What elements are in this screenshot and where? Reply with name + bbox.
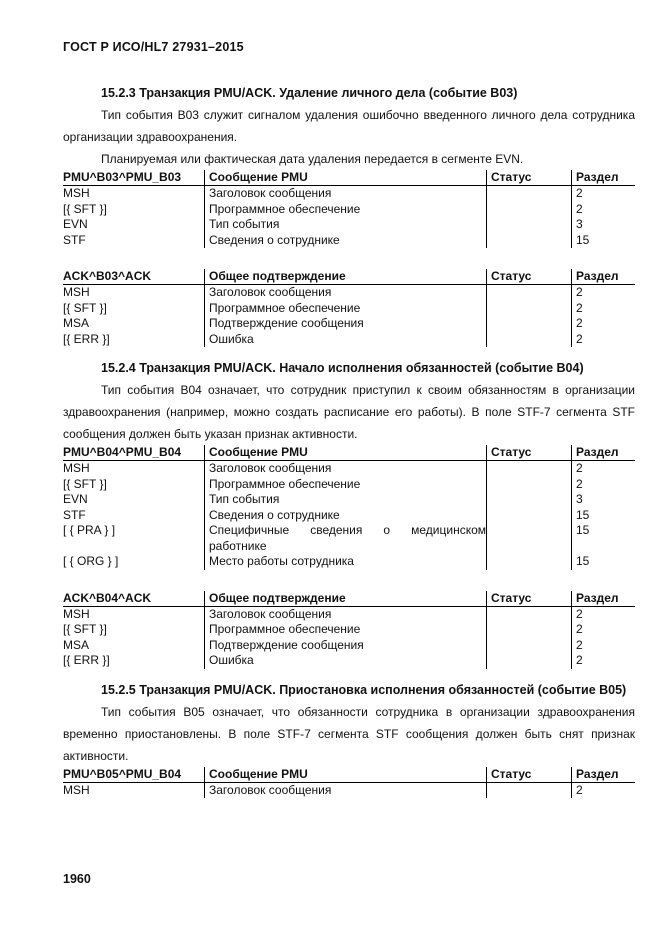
- section-cell: 2: [572, 332, 636, 348]
- segment-cell: EVN: [63, 492, 88, 506]
- table-header-row: [63, 767, 635, 783]
- segment-cell: [{ ERR }]: [63, 653, 110, 667]
- paragraph: Планируемая или фактическая дата удаления передается в сегменте EVN.: [101, 152, 524, 166]
- column-header-message-id: ACK^B03^ACK: [63, 269, 205, 285]
- column-header-section: Раздел: [572, 269, 636, 285]
- column-header-status: Статус: [487, 269, 572, 285]
- table-row: [63, 186, 635, 202]
- table-row: [63, 508, 635, 524]
- column-header-message: Сообщение PMU: [205, 445, 487, 461]
- table-row: [63, 233, 635, 249]
- status-cell: [487, 461, 572, 477]
- column-header-message: Общее подтверждение: [205, 591, 487, 607]
- description-cell: Тип события: [205, 217, 487, 233]
- column-header-message-id: PMU^B04^PMU_B04: [63, 445, 205, 461]
- table-row: [63, 523, 635, 554]
- section-cell: 3: [572, 492, 636, 508]
- section-heading-15-2-4: 15.2.4 Транзакция PMU/ACK. Начало исполнения обязанностей (событие B04): [101, 361, 584, 375]
- status-cell: [487, 332, 572, 348]
- description-cell: Подтверждение сообщения: [205, 638, 487, 654]
- column-header-status: Статус: [487, 445, 572, 461]
- section-cell: 15: [572, 523, 636, 554]
- column-header-message-id: PMU^B03^PMU_B03: [63, 170, 205, 186]
- column-header-section: Раздел: [572, 445, 636, 461]
- table-header-row: [63, 445, 635, 461]
- segment-cell: [{ SFT }]: [63, 201, 107, 216]
- status-cell: [487, 233, 572, 249]
- status-cell: [487, 554, 572, 570]
- column-header-message: Общее подтверждение: [205, 269, 487, 285]
- section-cell: 2: [572, 638, 636, 654]
- description-cell: Сведения о сотруднике: [205, 233, 487, 249]
- section-cell: 2: [572, 301, 636, 317]
- table-row: [63, 606, 635, 622]
- segment-cell: [ { PRA } ]: [63, 523, 116, 537]
- column-header-status: Статус: [487, 767, 572, 783]
- column-header-section: Раздел: [572, 591, 636, 607]
- description-cell: Программное обеспечение: [205, 477, 487, 493]
- description-cell: Специфичные сведения о медицинском работнике: [205, 523, 487, 554]
- message-table: [63, 170, 635, 248]
- section-cell: 2: [572, 622, 636, 638]
- table-row: [63, 492, 635, 508]
- section-cell: 15: [572, 508, 636, 524]
- message-table: [63, 445, 635, 570]
- status-cell: [487, 638, 572, 654]
- description-cell: Место работы сотрудника: [205, 554, 487, 570]
- table-row: [63, 217, 635, 233]
- message-table: [63, 269, 635, 347]
- status-cell: [487, 285, 572, 301]
- segment-cell: STF: [63, 232, 86, 247]
- table-row: [63, 461, 635, 477]
- description-cell: Программное обеспечение: [205, 202, 487, 218]
- column-header-status: Статус: [487, 591, 572, 607]
- section-cell: 2: [572, 606, 636, 622]
- section-cell: 2: [572, 202, 636, 218]
- table-row: [63, 554, 635, 570]
- segment-cell: MSH: [63, 186, 90, 200]
- section-cell: 15: [572, 233, 636, 249]
- column-header-message: Сообщение PMU: [205, 170, 487, 186]
- section-cell: 2: [572, 316, 636, 332]
- status-cell: [487, 202, 572, 218]
- segment-cell: MSA: [63, 316, 90, 330]
- description-cell: Заголовок сообщения: [205, 461, 487, 477]
- section-cell: 2: [572, 285, 636, 301]
- section-cell: 2: [572, 186, 636, 202]
- column-header-message-id: PMU^B05^PMU_B04: [63, 767, 205, 783]
- page-content: [63, 82, 635, 798]
- description-cell: Подтверждение сообщения: [205, 316, 487, 332]
- section-cell: 2: [572, 477, 636, 493]
- status-cell: [487, 606, 572, 622]
- status-cell: [487, 508, 572, 524]
- segment-cell: MSH: [63, 782, 90, 797]
- status-cell: [487, 217, 572, 233]
- segment-cell: [{ SFT }]: [63, 622, 107, 636]
- message-table: [63, 767, 635, 799]
- table-row: [63, 332, 635, 348]
- column-header-message-id: ACK^B04^ACK: [63, 591, 205, 607]
- status-cell: [487, 301, 572, 317]
- paragraph: Тип события B04 означает, что сотрудник приступил к своим обязанностям в организации здравоохранения (например, можно создать расписание его работы). В поле STF-7 сегмента STF сообщения должен быть указан признак активности.: [63, 383, 635, 441]
- table-row: [63, 316, 635, 332]
- table-row: [63, 202, 635, 218]
- section-heading-15-2-5: 15.2.5 Транзакция PMU/ACK. Приостановка исполнения обязанностей (событие B05): [101, 682, 627, 697]
- section-cell: 2: [572, 653, 636, 669]
- section-cell: 2: [572, 782, 636, 798]
- page-number: 1960: [63, 872, 91, 886]
- segment-cell: EVN: [63, 217, 88, 231]
- column-header-section: Раздел: [572, 170, 636, 186]
- segment-cell: MSH: [63, 285, 90, 299]
- section-cell: 3: [572, 217, 636, 233]
- segment-cell: [{ SFT }]: [63, 476, 107, 491]
- description-cell: Заголовок сообщения: [205, 285, 487, 301]
- segment-cell: [{ SFT }]: [63, 300, 107, 315]
- status-cell: [487, 492, 572, 508]
- table-row: [63, 477, 635, 493]
- table-row: [63, 653, 635, 669]
- table-row: [63, 638, 635, 654]
- column-header-section: Раздел: [572, 767, 636, 783]
- status-cell: [487, 622, 572, 638]
- table-row: [63, 301, 635, 317]
- table-row: [63, 622, 635, 638]
- segment-cell: MSH: [63, 606, 90, 621]
- segment-cell: [ { ORG } ]: [63, 554, 119, 568]
- description-cell: Заголовок сообщения: [205, 186, 487, 202]
- paragraph: Тип события B05 означает, что обязанности сотрудника в организации здравоохранения временно приостановлены. В поле STF-7 сегмента STF сообщения должен быть снят признак активности.: [63, 704, 635, 763]
- status-cell: [487, 186, 572, 202]
- description-cell: Ошибка: [205, 332, 487, 348]
- description-cell: Сведения о сотруднике: [205, 508, 487, 524]
- description-cell: Программное обеспечение: [205, 622, 487, 638]
- segment-cell: MSA: [63, 637, 90, 652]
- paragraph: Тип события B03 служит сигналом удаления ошибочно введенного личного дела сотрудника организации здравоохранения.: [63, 108, 635, 144]
- status-cell: [487, 653, 572, 669]
- column-header-status: Статус: [487, 170, 572, 186]
- column-header-message: Сообщение PMU: [205, 767, 487, 783]
- segment-cell: MSH: [63, 461, 90, 475]
- table-header-row: [63, 269, 635, 285]
- description-cell: Заголовок сообщения: [205, 782, 487, 798]
- segment-cell: [{ ERR }]: [63, 331, 110, 346]
- table-header-row: [63, 170, 635, 186]
- description-cell: Тип события: [205, 492, 487, 508]
- document-header: ГОСТ Р ИСО/HL7 27931–2015: [63, 40, 244, 54]
- table-row: [63, 782, 635, 798]
- description-cell: Программное обеспечение: [205, 301, 487, 317]
- status-cell: [487, 477, 572, 493]
- description-cell: Ошибка: [205, 653, 487, 669]
- status-cell: [487, 316, 572, 332]
- table-header-row: [63, 591, 635, 607]
- section-cell: 2: [572, 461, 636, 477]
- message-table: [63, 591, 635, 669]
- status-cell: [487, 523, 572, 554]
- description-cell: Заголовок сообщения: [205, 606, 487, 622]
- table-row: [63, 285, 635, 301]
- section-cell: 15: [572, 554, 636, 570]
- segment-cell: STF: [63, 507, 86, 522]
- section-heading-15-2-3: 15.2.3 Транзакция PMU/ACK. Удаление личного дела (событие B03): [101, 86, 518, 100]
- status-cell: [487, 782, 572, 798]
